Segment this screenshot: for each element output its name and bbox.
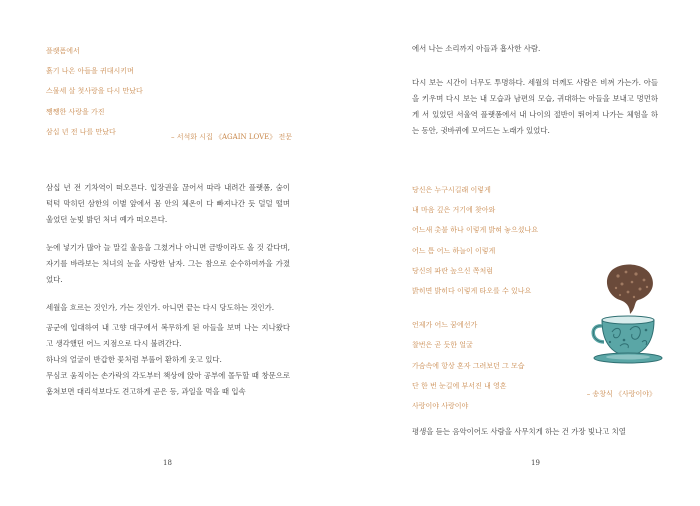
poem-line: 찰번은 곧 듯한 얼굴: [412, 341, 473, 350]
paragraph: 에서 나는 소리까지 아들과 흡사한 사람.: [412, 44, 541, 53]
paragraph: 무심코 움직이는 손가락의 각도부터 책상에 앉아 공부에 몰두할 때 창문으로 훔쳐보면 대리석보다도 견고하게 곧은 등, 과일을 먹을 때 입속: [46, 371, 290, 396]
poem-line: 스물세 살 첫사랑을 다시 만났다: [46, 87, 143, 96]
right-body-text: [412, 41, 658, 151]
right-closing-text: [412, 424, 672, 440]
poem-line: 가슴속에 항상 혼자 그려보던 그 모습: [412, 361, 525, 370]
paragraph: 삼십 년 전 기차역이 떠오른다. 입장권을 끊어서 따라 내려간 플랫폼, 숨이 턱턱 막히던 삼한의 이별 앞에서 몸 안의 체온이 다 빠져나간 듯 덜덜 떨며 울었던 눈빛 밝던 처녀 예가 떠오른다.: [46, 183, 290, 224]
paragraph: 다시 보는 시간이 너무도 투명하다. 세월의 더께도 사람은 비껴 가는가. 아들을 키우며 다시 보는 내 모습과 남편의 모습, 귀대하는 아들을 보내고 멍먼하게 서 있었던 서울역 플랫폼에서 내 나이의 절반이 뛰어져 나가는 체험을 하는 동안, 귓바퀴에 모여드는 노래가 있었다.: [412, 78, 658, 135]
right-page: [350, 0, 700, 506]
teacup-with-steam-icon: [590, 262, 670, 372]
poem-line: 밝히면 밝히다 이렇게 타오를 수 있나요: [412, 287, 532, 296]
poem-line: 쨍쨍한 사랑을 가진: [46, 107, 105, 116]
left-poem: [46, 41, 143, 142]
page-number: 19: [531, 459, 540, 467]
right-poem: [412, 180, 538, 416]
paragraph: 눈에 넣기가 많아 늘 말길 울음을 그쳤거나 아니면 금방이라도 올 것 같다며, 자기를 바라보는 처녀의 눈을 사랑한 남자. 그는 참으로 순수하여까을 가졌었다.: [46, 243, 290, 284]
left-body-text: [46, 180, 290, 400]
poem-line: 내 마음 깊은 거기에 찾아와: [412, 206, 496, 215]
poem-line: 당신은 누구시길래 이렇게: [412, 186, 491, 194]
poem-line: 단 한 번 눈길에 부서진 내 영혼: [412, 381, 507, 390]
poem-line: 언제가 어느 꿈에선가: [412, 321, 478, 330]
paragraph: 공군에 입대하여 내 고향 대구에서 복무하게 된 아들을 보며 나는 지나왔다고 생각했던 어느 지점으로 다시 불려간다.: [46, 323, 290, 348]
paragraph: 평생을 듣는 음악이어도 사람을 사무치게 하는 건 가장 빛나고 치열: [412, 427, 626, 436]
poem-line: 흙기 나온 아들을 귀대시키며: [46, 67, 134, 76]
right-poem-attribution: – 송창식 《사랑이야》: [586, 390, 656, 398]
paragraph: 세월을 흐르는 것인가, 가는 것인가. 아니면 끝는 다시 당도하는 것인가.: [46, 303, 275, 312]
paragraph: 하나의 얼굴이 반갑한 꽃처럼 부풀어 환하게 웃고 있다.: [46, 355, 222, 364]
poem-line: 어느새 촛불 하나 이렇게 밝혀 놓으셨나요: [412, 226, 539, 235]
left-poem-attribution: – 서석화 시집 《AGAIN LOVE》 전문: [171, 133, 292, 141]
page-number: 18: [163, 459, 172, 467]
poem-line: 플랫폼에서: [46, 47, 80, 55]
poem-line: 사랑이야 사랑이야: [412, 402, 469, 411]
poem-line: 당신의 파란 높으신 쪽처럼: [412, 266, 494, 275]
poem-line: 어느 틈 어느 하늘이 이렇게: [412, 246, 496, 255]
poem-line: 삼십 년 전 나를 만났다: [46, 127, 116, 136]
